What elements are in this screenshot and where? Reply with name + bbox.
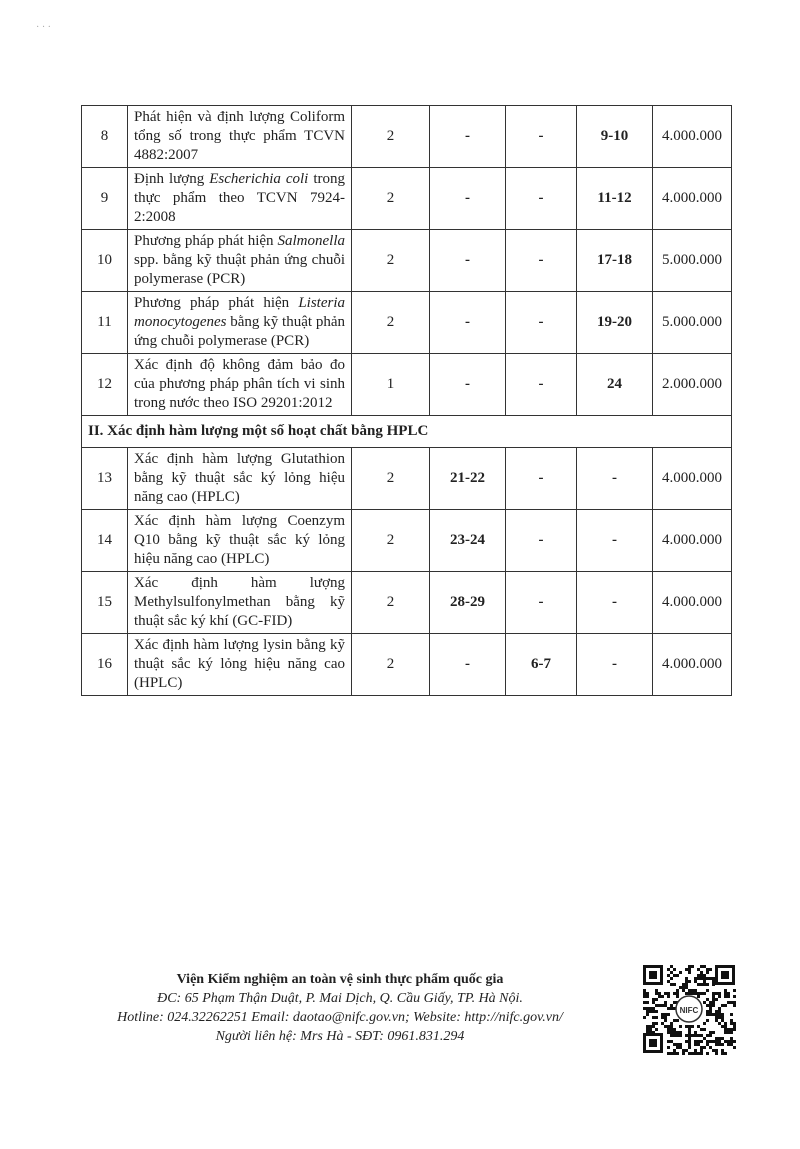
table-row <box>82 634 732 696</box>
qr-code-icon[interactable] <box>641 963 737 1055</box>
qr-badge: NIFC <box>679 1006 699 1015</box>
row-number: 15 <box>82 572 128 634</box>
duration-days: 2 <box>352 106 430 168</box>
schedule-cell-2: - <box>506 292 577 354</box>
course-name-segment: Xác định độ không đảm bảo đo của phương pháp phân tích vi sinh trong nước theo ISO 29201:2012 <box>134 357 345 411</box>
course-name-segment: Escherichia coli <box>209 171 309 187</box>
footer-org: Viện Kiểm nghiệm an toàn vệ sinh thực phẩm quốc gia <box>176 972 504 987</box>
duration-days: 2 <box>352 634 430 696</box>
schedule-cell-3: - <box>577 572 653 634</box>
schedule-cell-3: - <box>577 634 653 696</box>
schedule-cell-1: 21-22 <box>430 448 506 510</box>
schedule-cell-2: - <box>506 168 577 230</box>
course-fee: 5.000.000 <box>653 230 732 292</box>
duration-days: 1 <box>352 354 430 416</box>
schedule-cell-1: 28-29 <box>430 572 506 634</box>
course-fee: 4.000.000 <box>653 106 732 168</box>
duration-days: 2 <box>352 292 430 354</box>
schedule-cell-2: - <box>506 106 577 168</box>
course-fee: 5.000.000 <box>653 292 732 354</box>
schedule-cell-1: - <box>430 634 506 696</box>
table-row <box>82 354 732 416</box>
course-fee: 4.000.000 <box>653 510 732 572</box>
schedule-cell-3: 9-10 <box>577 106 653 168</box>
course-name <box>128 510 352 572</box>
course-name <box>128 106 352 168</box>
course-name <box>128 292 352 354</box>
duration-days: 2 <box>352 168 430 230</box>
course-name-segment: Xác định hàm lượng Coenzym Q10 bằng kỹ thuật sắc ký lỏng hiệu năng cao (HPLC) <box>134 513 345 567</box>
schedule-cell-1: - <box>430 168 506 230</box>
duration-days: 2 <box>352 448 430 510</box>
course-name <box>128 634 352 696</box>
schedule-cell-2: - <box>506 230 577 292</box>
table-row <box>82 230 732 292</box>
section-row <box>82 416 732 448</box>
row-number: 16 <box>82 634 128 696</box>
footer-contact: Hotline: 024.32262251 Email: daotao@nifc.gov.vn; Website: http://nifc.gov.vn/ <box>117 1010 563 1025</box>
duration-days: 2 <box>352 230 430 292</box>
row-number: 13 <box>82 448 128 510</box>
course-name-segment: Xác định hàm lượng Glutathion bằng kỹ thuật sắc ký lỏng hiệu năng cao (HPLC) <box>134 451 345 505</box>
duration-days: 2 <box>352 572 430 634</box>
schedule-cell-2: 6-7 <box>506 634 577 696</box>
course-name-segment: Salmonella <box>277 233 345 249</box>
schedule-cell-3: 17-18 <box>577 230 653 292</box>
schedule-cell-1: - <box>430 354 506 416</box>
schedule-cell-2: - <box>506 572 577 634</box>
schedule-cell-3: - <box>577 448 653 510</box>
row-number: 9 <box>82 168 128 230</box>
course-name-segment: Phát hiện và định lượng Coliform tổng số trong thực phẩm TCVN 4882:2007 <box>134 109 345 163</box>
footer <box>80 970 600 1046</box>
table-row <box>82 168 732 230</box>
schedule-cell-3: - <box>577 510 653 572</box>
course-fee: 4.000.000 <box>653 168 732 230</box>
course-fee: 4.000.000 <box>653 448 732 510</box>
course-fee: 4.000.000 <box>653 634 732 696</box>
table-body <box>82 106 732 696</box>
course-name-segment: bằng kỹ thuật phản ứng chuỗi polymerase (PCR) <box>134 314 345 349</box>
scan-mark: · · · <box>36 22 51 33</box>
schedule-cell-3: 24 <box>577 354 653 416</box>
footer-address: ĐC: 65 Phạm Thận Duật, P. Mai Dịch, Q. Cầu Giấy, TP. Hà Nội. <box>157 991 523 1006</box>
course-name <box>128 354 352 416</box>
table-row <box>82 106 732 168</box>
schedule-cell-2: - <box>506 354 577 416</box>
row-number: 10 <box>82 230 128 292</box>
course-name-segment: Phương pháp phát hiện <box>134 295 299 311</box>
row-number: 12 <box>82 354 128 416</box>
course-name-segment: Listeria monocytogenes <box>134 295 345 330</box>
course-name-segment: Xác định hàm lượng lysin bằng kỹ thuật sắc ký lỏng hiệu năng cao (HPLC) <box>134 637 345 691</box>
schedule-cell-1: - <box>430 106 506 168</box>
schedule-cell-1: - <box>430 292 506 354</box>
row-number: 8 <box>82 106 128 168</box>
course-fee: 2.000.000 <box>653 354 732 416</box>
table-row <box>82 448 732 510</box>
schedule-cell-2: - <box>506 448 577 510</box>
course-fee: 4.000.000 <box>653 572 732 634</box>
course-name-segment: spp. bằng kỹ thuật phản ứng chuỗi polymerase (PCR) <box>134 252 345 287</box>
section-title: II. Xác định hàm lượng một số hoạt chất bằng HPLC <box>82 416 732 448</box>
course-name-segment: Xác định hàm lượng Methylsulfonylmethan bằng kỹ thuật sắc ký khí (GC-FID) <box>134 575 345 629</box>
row-number: 11 <box>82 292 128 354</box>
course-name <box>128 448 352 510</box>
table-row <box>82 510 732 572</box>
duration-days: 2 <box>352 510 430 572</box>
schedule-cell-3: 11-12 <box>577 168 653 230</box>
course-name <box>128 572 352 634</box>
course-table <box>81 105 732 696</box>
schedule-cell-1: 23-24 <box>430 510 506 572</box>
course-name <box>128 168 352 230</box>
schedule-cell-3: 19-20 <box>577 292 653 354</box>
table-row <box>82 292 732 354</box>
row-number: 14 <box>82 510 128 572</box>
schedule-cell-1: - <box>430 230 506 292</box>
table-row <box>82 572 732 634</box>
course-name-segment: Định lượng <box>134 171 210 187</box>
footer-person: Người liên hệ: Mrs Hà - SĐT: 0961.831.294 <box>215 1029 465 1044</box>
course-name-segment: trong thực phẩm theo TCVN 7924-2:2008 <box>134 171 346 225</box>
course-name <box>128 230 352 292</box>
schedule-cell-2: - <box>506 510 577 572</box>
course-name-segment: Phương pháp phát hiện <box>134 233 278 249</box>
